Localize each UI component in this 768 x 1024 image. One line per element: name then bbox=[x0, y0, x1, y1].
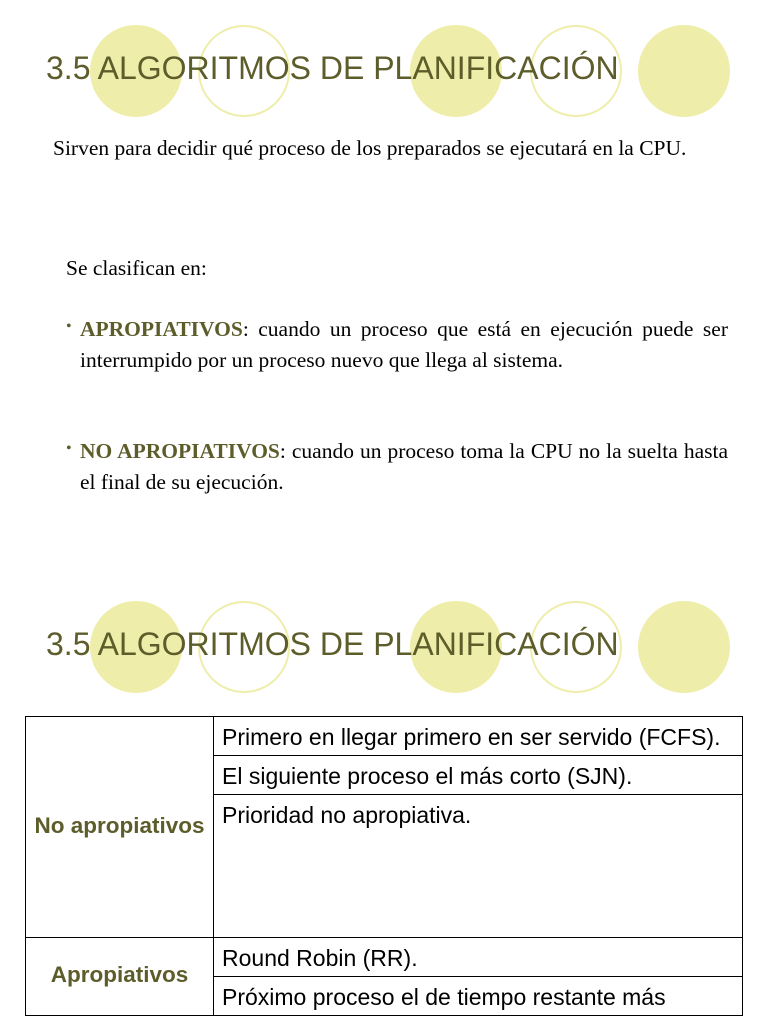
table-row bbox=[26, 717, 743, 756]
bullet-dot-icon: • bbox=[66, 318, 72, 335]
lead-text: Se clasifican en: bbox=[66, 256, 207, 280]
table-row bbox=[26, 938, 743, 977]
table-cell: El siguiente proceso el más corto (SJN). bbox=[214, 756, 743, 795]
table-cell: Próximo proceso el de tiempo restante más bbox=[214, 977, 743, 1016]
bullet-term: NO APROPIATIVOS bbox=[80, 439, 280, 463]
circle-decoration bbox=[638, 25, 730, 117]
slide-title: 3.5 ALGORITMOS DE PLANIFICACIÓN bbox=[46, 626, 619, 662]
group-label: No apropiativos bbox=[26, 717, 214, 938]
slide-2 bbox=[0, 576, 768, 1024]
bullet-item bbox=[66, 436, 728, 497]
bullet-term: APROPIATIVOS bbox=[80, 317, 243, 341]
intro-text: Sirven para decidir qué proceso de los preparados se ejecutará en la CPU. bbox=[53, 136, 687, 160]
slide-title: 3.5 ALGORITMOS DE PLANIFICACIÓN bbox=[46, 50, 619, 86]
group-label: Apropiativos bbox=[26, 938, 214, 1016]
bullet-text: : cuando un proceso toma la CPU no la suelta hasta el final de su ejecución. bbox=[80, 439, 728, 494]
table-cell: Round Robin (RR). bbox=[214, 938, 743, 977]
circle-decoration bbox=[638, 601, 730, 693]
table-cell: Prioridad no apropiativa. bbox=[214, 795, 743, 938]
bullet-text: : cuando un proceso que está en ejecución puede ser interrumpido por un proceso nuevo que llega al sistema. bbox=[80, 317, 728, 372]
algorithms-table bbox=[25, 716, 743, 1016]
bullet-item bbox=[66, 314, 728, 375]
bullet-dot-icon: • bbox=[66, 440, 72, 457]
table-cell: Primero en llegar primero en ser servido (FCFS). bbox=[214, 717, 743, 756]
